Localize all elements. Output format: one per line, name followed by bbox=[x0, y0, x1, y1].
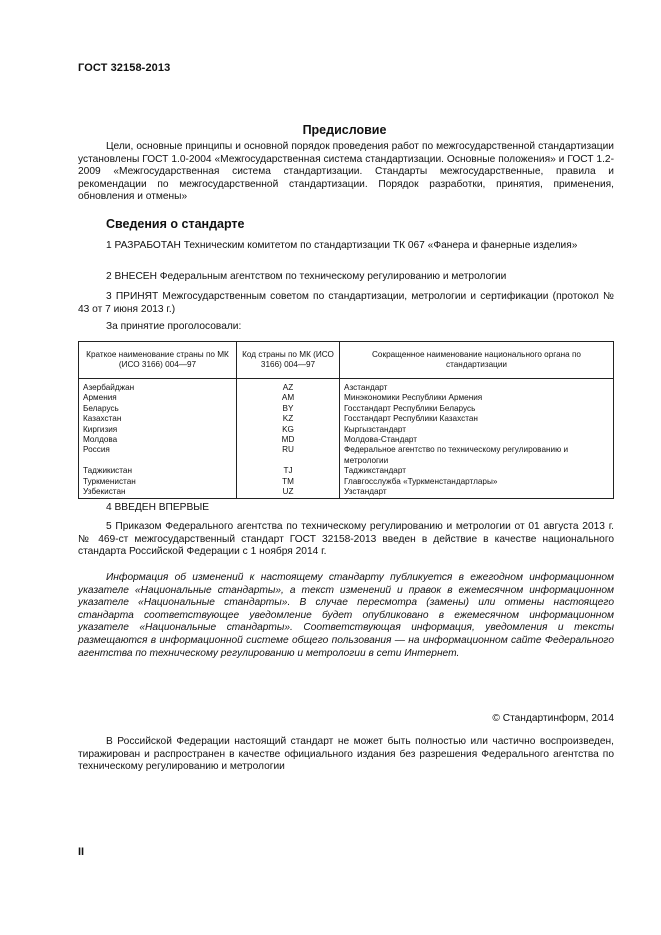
voted-label: За принятие проголосовали: bbox=[106, 321, 242, 332]
table-row bbox=[79, 414, 614, 424]
table-row bbox=[79, 487, 614, 499]
cell-country: Азербайджан bbox=[79, 379, 237, 394]
table-row bbox=[79, 425, 614, 435]
cell-code: TJ bbox=[237, 466, 340, 476]
cell-code: BY bbox=[237, 404, 340, 414]
document-id-header: ГОСТ 32158-2013 bbox=[78, 62, 171, 74]
cell-code: TM bbox=[237, 477, 340, 487]
cell-country: Туркменистан bbox=[79, 477, 237, 487]
foreword-title: Предисловие bbox=[302, 123, 387, 137]
cell-code: MD bbox=[237, 435, 340, 445]
cell-body: Кыргызстандарт bbox=[340, 425, 614, 435]
cell-body: Молдова-Стандарт bbox=[340, 435, 614, 445]
cell-body: Узстандарт bbox=[340, 487, 614, 499]
cell-body: Госстандарт Республики Казахстан bbox=[340, 414, 614, 424]
changes-notice: Информация об изменений к настоящему стандарту публикуется в ежегодном информационном указателе «Национальные стандарты», а текст изменений и правок в ежемесячном информационном указателе «Национальные стандарты». В случае пересмотра (замены) или отмены настоящего стандарта соответствующее уведомление будет опубликовано в ежемесячном информационном указателе «Национальные стандарты». Соответствующая информация, уведомления и тексты размещаются в информационной системе общего пользования — на информационном сайте Федерального агентства по техническому регулированию и метрологии в сети Интернет. bbox=[78, 572, 614, 659]
cell-country: Таджикистан bbox=[79, 466, 237, 476]
table-row bbox=[79, 477, 614, 487]
cell-country: Киргизия bbox=[79, 425, 237, 435]
cell-country: Узбекистан bbox=[79, 487, 237, 499]
info-item-developed: 1 РАЗРАБОТАН Техническим комитетом по стандартизации ТК 067 «Фанера и фанерные изделия» bbox=[106, 240, 578, 251]
table-row bbox=[79, 393, 614, 403]
info-item-order: 5 Приказом Федерального агентства по техническому регулированию и метрологии от 01 августа 2013 г. № 469-ст межгосударственный стандарт ГОСТ 32158-2013 введен в действие в качестве национального стандарта Российской Федерации с 1 ноября 2014 г. bbox=[78, 521, 614, 558]
cell-code: KG bbox=[237, 425, 340, 435]
table-row bbox=[79, 404, 614, 414]
cell-body: Азстандарт bbox=[340, 379, 614, 394]
cell-code: AM bbox=[237, 393, 340, 403]
info-item-introduced: 4 ВВЕДЕН ВПЕРВЫЕ bbox=[106, 502, 210, 513]
cell-country: Беларусь bbox=[79, 404, 237, 414]
table-row bbox=[79, 445, 614, 466]
cell-code: RU bbox=[237, 445, 340, 466]
info-item-submitted: 2 ВНЕСЕН Федеральным агентством по техническому регулированию и метрологии bbox=[106, 271, 507, 282]
info-item-adopted: 3 ПРИНЯТ Межгосударственным советом по стандартизации, метрологии и сертификации (протокол № 43 от 7 июня 2013 г.) bbox=[78, 291, 614, 315]
header-body: Сокращенное наименование национального органа по стандартизации bbox=[340, 342, 614, 379]
cell-code: KZ bbox=[237, 414, 340, 424]
copyright-line: © Стандартинформ, 2014 bbox=[492, 713, 614, 724]
table-row bbox=[79, 435, 614, 445]
table-row bbox=[79, 379, 614, 394]
cell-code: AZ bbox=[237, 379, 340, 394]
voting-states-table bbox=[78, 341, 614, 499]
cell-body: Таджикстандарт bbox=[340, 466, 614, 476]
table-header-row bbox=[79, 342, 614, 379]
header-code: Код страны по МК (ИСО 3166) 004—97 bbox=[237, 342, 340, 379]
page-number: II bbox=[78, 846, 85, 858]
foreword-text: Цели, основные принципы и основной порядок проведения работ по межгосударственной стандартизации установлены ГОСТ 1.0-2004 «Межгосударственная система стандартизации. Основные положения» и ГОСТ 1.2-2009 «Межгосударственная система стандартизации. Стандарты межгосударственные, правила и рекомендации по межгосударственной стандартизации. Порядок разработки, принятия, применения, обновления и отмены» bbox=[78, 141, 614, 203]
cell-body: Госстандарт Республики Беларусь bbox=[340, 404, 614, 414]
info-section-title: Сведения о стандарте bbox=[106, 217, 245, 231]
cell-code: UZ bbox=[237, 487, 340, 499]
cell-body: Главгосслужба «Туркменстандартлары» bbox=[340, 477, 614, 487]
cell-country: Армения bbox=[79, 393, 237, 403]
table-row bbox=[79, 466, 614, 476]
cell-country: Казахстан bbox=[79, 414, 237, 424]
header-country: Краткое наименование страны по МК (ИСО 3166) 004—97 bbox=[79, 342, 237, 379]
reproduction-notice: В Российской Федерации настоящий стандарт не может быть полностью или частично воспроизведен, тиражирован и распространен в качестве официального издания без разрешения Федерального агентства по техническому регулированию и метрологии bbox=[78, 736, 614, 773]
cell-body: Минэкономики Республики Армения bbox=[340, 393, 614, 403]
cell-body: Федеральное агентство по техническому регулированию и метрологии bbox=[340, 445, 614, 466]
cell-country: Россия bbox=[79, 445, 237, 466]
cell-country: Молдова bbox=[79, 435, 237, 445]
